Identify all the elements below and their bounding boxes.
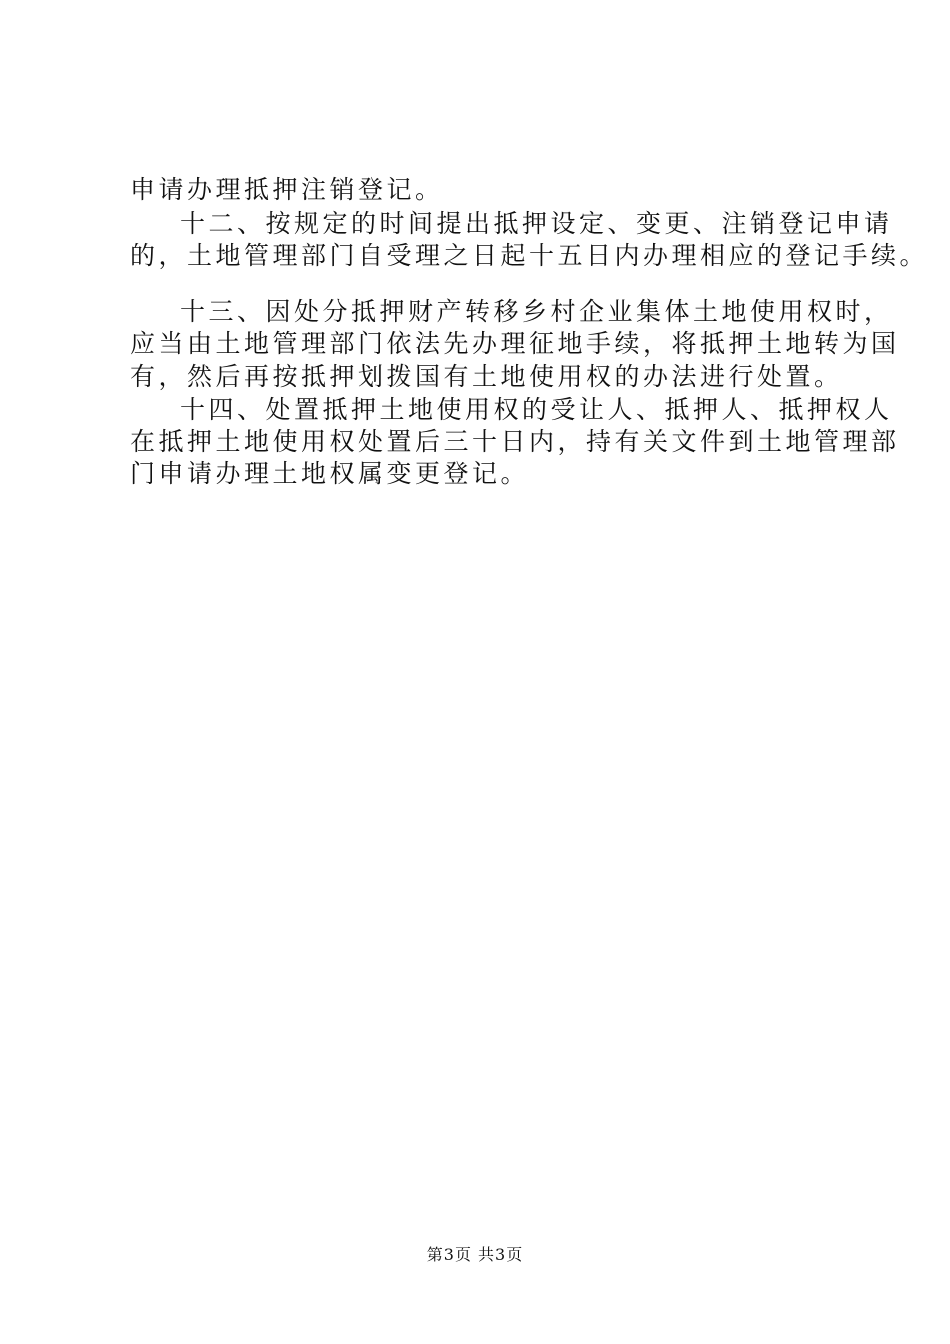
paragraph-line: 申请办理抵押注销登记。 — [130, 175, 444, 204]
paragraph-line: 在抵押土地使用权处置后三十日内，持有关文件到土地管理部 — [130, 427, 900, 456]
paragraph-line: 门申请办理土地权属变更登记。 — [130, 459, 530, 488]
paragraph-line: 应当由土地管理部门依法先办理征地手续，将抵押土地转为国 — [130, 329, 900, 358]
paragraph-line: 十二、按规定的时间提出抵押设定、变更、注销登记申请 — [180, 209, 893, 238]
paragraph-line: 的，土地管理部门自受理之日起十五日内办理相应的登记手续。 — [130, 241, 929, 270]
paragraph-line: 十三、因处分抵押财产转移乡村企业集体土地使用权时， — [180, 297, 893, 326]
page-number-footer: 第3页 共3页 — [426, 1245, 524, 1264]
paragraph-line: 十四、处置抵押土地使用权的受让人、抵押人、抵押权人 — [180, 395, 893, 424]
paragraph-line: 有，然后再按抵押划拨国有土地使用权的办法进行处置。 — [130, 362, 843, 391]
